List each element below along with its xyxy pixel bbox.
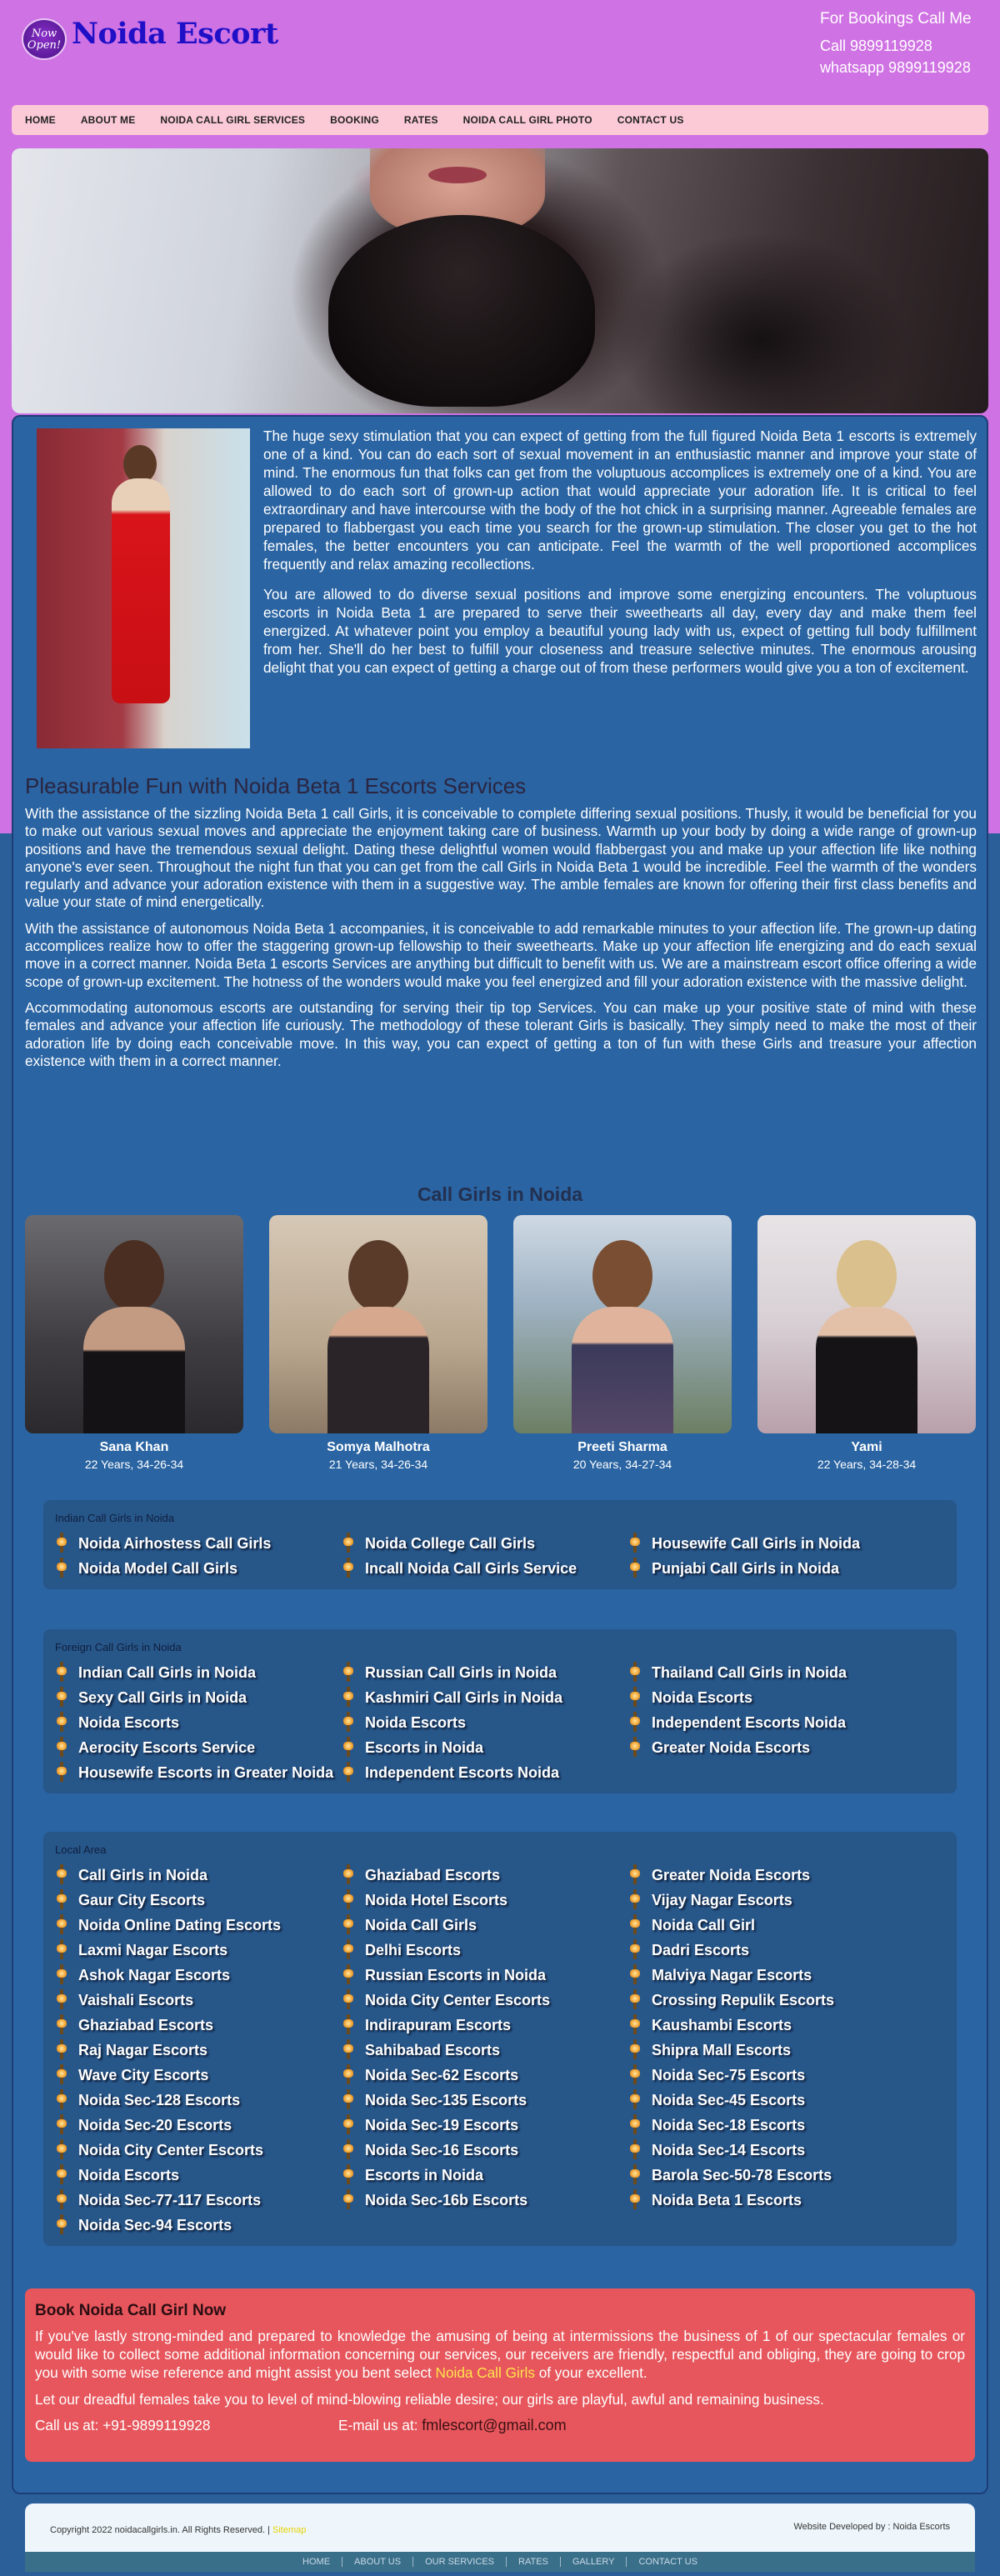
lamp-icon xyxy=(55,1712,68,1733)
link-item[interactable] xyxy=(628,2013,915,2038)
nav-contact[interactable]: CONTACT US xyxy=(617,114,684,126)
footer-nav-gallery[interactable]: GALLERY xyxy=(561,2557,628,2567)
lamp-icon xyxy=(55,2064,68,2086)
nav-rates[interactable]: RATES xyxy=(403,114,438,126)
link-label: Vaishali Escorts xyxy=(78,1991,194,2008)
lamp-icon xyxy=(55,1989,68,2011)
lamp-icon xyxy=(628,2064,642,2086)
lamp-icon xyxy=(628,1864,642,1886)
link-item[interactable] xyxy=(55,1660,342,1685)
intro-paragraph-2: You are allowed to do diverse sexual positions and improve some energizing encounters. The voluptuous escorts in Noida Beta 1 are prepared to serve their sweethearts all day, every day and make them feel energized. At whatever point you employ a beautiful young lady with us, expect of getting full body fulfillment from her. She'll do her best to fulfill your closeness and treasure selective minutes. The enormous arousing delight that you can expect of getting a charge out of from these performers would give you a ton of excitement. xyxy=(263,586,977,676)
girl-photo-body xyxy=(328,1307,429,1433)
link-label: Crossing Repulik Escorts xyxy=(652,1991,835,2008)
link-label: Escorts in Noida xyxy=(365,1738,484,1756)
link-item[interactable] xyxy=(628,1660,915,1685)
nav-booking[interactable]: BOOKING xyxy=(330,114,379,126)
lamp-icon xyxy=(342,1687,355,1708)
link-label: Indian Call Girls in Noida xyxy=(78,1663,257,1681)
link-label: Noida Airhostess Call Girls xyxy=(78,1534,272,1552)
link-item[interactable] xyxy=(55,1888,342,1913)
girl-card[interactable] xyxy=(25,1215,243,1471)
lamp-icon xyxy=(628,1533,642,1554)
link-label: Noida City Center Escorts xyxy=(365,1991,551,2008)
link-label: Greater Noida Escorts xyxy=(652,1866,811,1883)
lamp-icon xyxy=(342,1864,355,1886)
lamp-icon xyxy=(55,1662,68,1683)
girl-name: Yami xyxy=(851,1440,882,1454)
link-label: Noida Sec-20 Escorts xyxy=(78,2116,232,2133)
link-item[interactable] xyxy=(628,1888,915,1913)
link-item[interactable] xyxy=(628,2113,915,2138)
link-item[interactable] xyxy=(55,2038,342,2063)
girl-photo-head xyxy=(837,1240,897,1312)
link-label: Aerocity Escorts Service xyxy=(78,1738,256,1756)
lamp-icon xyxy=(342,2139,355,2161)
booking-paragraph-2: Let our dreadful females take you to level of mind-blowing reliable desire; our girls are playful, awful and remaining business. xyxy=(35,2391,824,2408)
email-label: E-mail us at: xyxy=(338,2417,418,2433)
nav-home[interactable]: HOME xyxy=(25,114,56,126)
link-item[interactable] xyxy=(342,2163,628,2188)
link-item[interactable] xyxy=(628,1685,915,1710)
lamp-icon xyxy=(55,2164,68,2186)
link-item[interactable] xyxy=(342,1556,628,1581)
link-label: Barola Sec-50-78 Escorts xyxy=(652,2166,832,2183)
girl-meta: 21 Years, 34-26-34 xyxy=(328,1458,428,1471)
link-item[interactable] xyxy=(342,1660,628,1685)
lamp-icon xyxy=(628,2014,642,2036)
link-label: Noida Sec-62 Escorts xyxy=(365,2066,519,2083)
link-item[interactable] xyxy=(342,1760,628,1785)
link-label: Noida Sec-128 Escorts xyxy=(78,2091,241,2108)
link-label: Punjabi Call Girls in Noida xyxy=(652,1559,840,1577)
fun-text xyxy=(25,805,977,1078)
link-label: Noida Escorts xyxy=(652,1688,753,1706)
link-label: Call Girls in Noida xyxy=(78,1866,208,1883)
lamp-icon xyxy=(628,1939,642,1961)
lamp-icon xyxy=(342,1712,355,1733)
lamp-icon xyxy=(342,2064,355,2086)
girl-photo-body xyxy=(572,1307,673,1433)
indian-links-title: Indian Call Girls in Noida xyxy=(55,1512,175,1524)
link-label: Noida Sec-75 Escorts xyxy=(652,2066,806,2083)
link-item[interactable] xyxy=(628,1963,915,1988)
lamp-icon xyxy=(55,1939,68,1961)
link-label: Noida Hotel Escorts xyxy=(365,1891,508,1908)
booking-text-end: of your excellent. xyxy=(534,2364,648,2381)
footer-developer: Website Developed by : Noida Escorts xyxy=(793,2522,950,2532)
link-item[interactable] xyxy=(55,1863,342,1888)
link-item[interactable] xyxy=(628,2063,915,2088)
link-label: Escorts in Noida xyxy=(365,2166,484,2183)
fun-paragraph-1: With the assistance of the sizzling Noida Beta 1 call Girls, it is conceivable to complete differing sexual positions. Thusly, it would be beneficial for you to make out various sexual moves and appreciate the enjoyment taking care of business. Warmth up your body by doing a wide range of grown-up positions and have the tremendous sexual delight. Dating these delightful women would flabbergast you and make up your affection life like nothing anyone's ever seen. Throughout the night fun that you can get from the call Girls in Noida Beta 1 would be incredible. Feel the warmth of the wonders regularly and advance your adoration existence with them in a suggestive way. The amble females are known for offering their first class benefits and value your state of mind energetically. xyxy=(25,805,977,911)
lamp-icon xyxy=(55,1914,68,1936)
lamp-icon xyxy=(628,1737,642,1758)
lamp-icon xyxy=(342,1662,355,1683)
link-label: Noida Escorts xyxy=(78,1713,180,1731)
girl-meta: 22 Years, 34-28-34 xyxy=(817,1458,917,1471)
booking-contact-row xyxy=(35,2417,965,2437)
girl-photo-body xyxy=(816,1307,918,1433)
footer xyxy=(25,2503,975,2552)
now-open-badge-icon: Now Open! xyxy=(22,18,67,60)
link-label: Ghaziabad Escorts xyxy=(365,1866,501,1883)
lamp-icon xyxy=(342,1914,355,1936)
link-label: Noida City Center Escorts xyxy=(78,2141,264,2158)
local-links-title: Local Area xyxy=(55,1843,107,1856)
link-item[interactable] xyxy=(55,1685,342,1710)
link-label: Ghaziabad Escorts xyxy=(78,2016,214,2033)
link-item[interactable] xyxy=(342,1888,628,1913)
link-item[interactable] xyxy=(342,1938,628,1963)
site-header xyxy=(0,0,1000,100)
lamp-icon xyxy=(55,1762,68,1783)
link-item[interactable] xyxy=(342,1863,628,1888)
lamp-icon xyxy=(628,2039,642,2061)
link-label: Noida Beta 1 Escorts xyxy=(652,2191,802,2208)
fun-paragraph-2: With the assistance of autonomous Noida Beta 1 accompanies, it is conceivable to add remarkable minutes to your affection life. The grown-up dating accomplices realize how to offer the staggering grown-up fellowship to their sweethearts. Make up your affection life energizing and do each sexual move in a correct manner. Noida Beta 1 escorts Services are anything but difficult to benefit with us. We are a mainstream escort office offering a wide scope of grown-up excitement. The hotness of the wonders would make you feel energized and fill your adoration existence with the massive delight. xyxy=(25,919,977,990)
link-label: Indirapuram Escorts xyxy=(365,2016,512,2033)
foreign-links-grid xyxy=(55,1660,945,1785)
link-label: Delhi Escorts xyxy=(365,1941,462,1958)
lamp-icon xyxy=(342,2089,355,2111)
noida-call-girls-link[interactable]: Noida Call Girls xyxy=(435,2364,535,2381)
link-label: Raj Nagar Escorts xyxy=(78,2041,208,2058)
link-item[interactable] xyxy=(55,2113,342,2138)
girl-name: Sana Khan xyxy=(99,1440,169,1454)
link-label: Noida College Call Girls xyxy=(365,1534,536,1552)
link-label: Sahibabad Escorts xyxy=(365,2041,501,2058)
link-item[interactable] xyxy=(342,1913,628,1938)
link-label: Independent Escorts Noida xyxy=(365,1763,560,1781)
fun-paragraph-3: Accommodating autonomous escorts are outstanding for serving their tip top Services. You can make up your positive state of mind with these females and advance your affection life curiously. The methodology of these tolerant Girls is basically. They simply need to make the most of their adoration life by doing each conceivable move. In this way, you can expect of getting a ton of fun with these Girls and treasure your affection existence with them in a correct manner. xyxy=(25,998,977,1069)
girl-photo-head xyxy=(592,1240,652,1312)
link-item[interactable] xyxy=(55,1710,342,1735)
link-label: Russian Escorts in Noida xyxy=(365,1966,547,1983)
lamp-icon xyxy=(342,1964,355,1986)
link-label: Independent Escorts Noida xyxy=(652,1713,847,1731)
lamp-icon xyxy=(55,1737,68,1758)
nav-about[interactable]: ABOUT ME xyxy=(80,114,136,126)
footer-nav-rates[interactable]: RATES xyxy=(507,2557,561,2567)
lamp-icon xyxy=(342,2189,355,2211)
contact-title: For Bookings Call Me xyxy=(820,10,972,28)
link-item[interactable] xyxy=(55,2188,342,2213)
lamp-icon xyxy=(55,1964,68,1986)
link-item[interactable] xyxy=(628,1863,915,1888)
girl-card[interactable] xyxy=(758,1215,976,1471)
header-contact xyxy=(820,8,987,78)
link-item[interactable] xyxy=(55,2088,342,2113)
link-item[interactable] xyxy=(342,1710,628,1735)
link-label: Ashok Nagar Escorts xyxy=(78,1966,231,1983)
link-item[interactable] xyxy=(342,2063,628,2088)
booking-text: If you've lastly strong-minded and prepared to knowledge the amusing of being at intermissions the business of 1 of our spectacular females or would like to collect some additional information concerning our services, our receivers are friendly, respectful and obliging, they are going to crop you with some wise reference and might assist you bent select xyxy=(35,2328,965,2381)
fun-heading: Pleasurable Fun with Noida Beta 1 Escorts Services xyxy=(25,773,527,798)
link-label: Noida Sec-19 Escorts xyxy=(365,2116,519,2133)
email-value[interactable]: fmlescort@gmail.com xyxy=(422,2417,567,2433)
girl-card[interactable] xyxy=(513,1215,732,1471)
girl-card[interactable] xyxy=(269,1215,488,1471)
lamp-icon xyxy=(342,1939,355,1961)
lamp-icon xyxy=(342,1558,355,1579)
lamp-icon xyxy=(55,2039,68,2061)
link-item[interactable] xyxy=(342,1735,628,1760)
footer-nav xyxy=(25,2552,975,2572)
hero-figure-hair xyxy=(328,215,595,407)
girl-photo[interactable] xyxy=(25,1215,243,1433)
footer-nav-services[interactable]: OUR SERVICES xyxy=(413,2557,507,2567)
lamp-icon xyxy=(628,1712,642,1733)
link-item[interactable] xyxy=(55,1556,342,1581)
link-item[interactable] xyxy=(55,1735,342,1760)
link-item[interactable] xyxy=(628,2038,915,2063)
link-label: Shipra Mall Escorts xyxy=(652,2041,792,2058)
sitemap-link[interactable]: Sitemap xyxy=(272,2525,307,2535)
link-label: Kaushambi Escorts xyxy=(652,2016,792,2033)
booking-heading: Book Noida Call Girl Now xyxy=(35,2302,227,2319)
nav-services[interactable]: NOIDA CALL GIRL SERVICES xyxy=(160,114,306,126)
link-label: Noida Sec-18 Escorts xyxy=(652,2116,806,2133)
lamp-icon xyxy=(55,1533,68,1554)
link-item[interactable] xyxy=(342,2013,628,2038)
girl-photo-head xyxy=(348,1240,408,1312)
booking-call[interactable]: Call us at: +91-9899119928 xyxy=(35,2417,211,2433)
link-label: Noida Call Girls xyxy=(365,1916,478,1933)
site-logo[interactable]: Noida Escort xyxy=(72,17,278,51)
link-item[interactable] xyxy=(55,2138,342,2163)
link-label: Greater Noida Escorts xyxy=(652,1738,811,1756)
girl-name: Preeti Sharma xyxy=(578,1440,668,1454)
link-label: Wave City Escorts xyxy=(78,2066,209,2083)
girl-photo[interactable] xyxy=(269,1215,488,1433)
link-item[interactable] xyxy=(55,1988,342,2013)
link-item[interactable] xyxy=(628,1913,915,1938)
lamp-icon xyxy=(628,1889,642,1911)
link-item[interactable] xyxy=(55,2213,342,2238)
link-label: Noida Sec-77-117 Escorts xyxy=(78,2191,262,2208)
foreign-links-box xyxy=(43,1629,957,1793)
local-links-grid xyxy=(55,1863,945,2238)
link-label: Noida Escorts xyxy=(78,2166,180,2183)
booking-paragraph-1 xyxy=(35,2327,965,2382)
lamp-icon xyxy=(628,2114,642,2136)
local-links-box xyxy=(43,1832,957,2246)
link-item[interactable] xyxy=(55,1938,342,1963)
lamp-icon xyxy=(55,2189,68,2211)
foreign-links-title: Foreign Call Girls in Noida xyxy=(55,1641,182,1653)
indian-links-box xyxy=(43,1500,957,1589)
link-item[interactable] xyxy=(55,1531,342,1556)
link-item[interactable] xyxy=(628,1710,915,1735)
link-item[interactable] xyxy=(342,1531,628,1556)
hero-banner xyxy=(12,148,988,413)
lamp-icon xyxy=(628,2164,642,2186)
link-item[interactable] xyxy=(342,2038,628,2063)
lamp-icon xyxy=(342,1533,355,1554)
link-label: Sexy Call Girls in Noida xyxy=(78,1688,248,1706)
lamp-icon xyxy=(342,1762,355,1783)
link-item[interactable] xyxy=(342,1988,628,2013)
link-item[interactable] xyxy=(55,1963,342,1988)
girl-photo[interactable] xyxy=(758,1215,976,1433)
lamp-icon xyxy=(55,2114,68,2136)
lamp-icon xyxy=(342,2014,355,2036)
lamp-icon xyxy=(342,1737,355,1758)
link-item[interactable] xyxy=(628,1988,915,2013)
footer-nav-about[interactable]: ABOUT US xyxy=(342,2557,413,2567)
lamp-icon xyxy=(628,2189,642,2211)
lamp-icon xyxy=(628,1687,642,1708)
link-item[interactable] xyxy=(628,2088,915,2113)
link-label: Gaur City Escorts xyxy=(78,1891,206,1908)
link-label: Noida Sec-135 Escorts xyxy=(365,2091,528,2108)
lamp-icon xyxy=(628,1964,642,1986)
link-item[interactable] xyxy=(55,1913,342,1938)
girl-photo-head xyxy=(104,1240,164,1312)
link-label: Noida Sec-45 Escorts xyxy=(652,2091,806,2108)
link-label: Noida Call Girl xyxy=(652,1916,756,1933)
link-item[interactable] xyxy=(342,1685,628,1710)
lamp-icon xyxy=(55,1889,68,1911)
lamp-icon xyxy=(55,2214,68,2236)
lamp-icon xyxy=(55,2089,68,2111)
link-item[interactable] xyxy=(342,2088,628,2113)
footer-nav-contact[interactable]: CONTACT US xyxy=(638,2557,698,2567)
girl-meta: 22 Years, 34-26-34 xyxy=(84,1458,184,1471)
intro-text xyxy=(263,427,977,688)
lamp-icon xyxy=(55,2014,68,2036)
lamp-icon xyxy=(55,1864,68,1886)
hero-figure-lips xyxy=(428,167,487,183)
link-item[interactable] xyxy=(55,2063,342,2088)
nav-photo[interactable]: NOIDA CALL GIRL PHOTO xyxy=(462,114,592,126)
girl-name: Somya Malhotra xyxy=(327,1440,430,1454)
lamp-icon xyxy=(342,2114,355,2136)
link-item[interactable] xyxy=(55,2013,342,2038)
lamp-icon xyxy=(628,1989,642,2011)
link-item[interactable] xyxy=(342,1963,628,1988)
link-label: Noida Sec-94 Escorts xyxy=(78,2216,232,2233)
link-label: Noida Model Call Girls xyxy=(78,1559,238,1577)
lamp-icon xyxy=(55,1687,68,1708)
girls-heading: Call Girls in Noida xyxy=(417,1183,583,1205)
whatsapp-number[interactable]: whatsapp 9899119928 xyxy=(820,59,971,76)
link-label: Thailand Call Girls in Noida xyxy=(652,1663,848,1681)
intro-paragraph-1: The huge sexy stimulation that you can expect of getting from the full figured Noida Beta 1 escorts is extremely one of a kind. You can do each sort of sexual movement in an enthusiastic manner and improve your state of mind. The enormous fun that folks can get from the voluptuous accomplices is extremely one of a kind. You are allowed to do each sort of grown-up action that would appreciate your adoration life. It is critical to feel extraordinary and have intercourse with the body of the hot chick in a surprising manner. Agreeable females are prepared to flabbergast you each time you search for the grown-up stimulation. The closer you get to the hot females, the better encounters you can anticipate. Feel the warmth of the well proportioned accomplices frequently and relax amazing recollections. xyxy=(263,428,977,573)
link-item[interactable] xyxy=(628,2188,915,2213)
intro-photo-dress xyxy=(112,478,170,703)
lamp-icon xyxy=(628,2089,642,2111)
link-label: Noida Sec-16b Escorts xyxy=(365,2191,528,2208)
link-label: Malviya Nagar Escorts xyxy=(652,1966,812,1983)
link-item[interactable] xyxy=(342,2188,628,2213)
link-item[interactable] xyxy=(55,2163,342,2188)
link-label: Noida Sec-14 Escorts xyxy=(652,2141,806,2158)
link-label: Incall Noida Call Girls Service xyxy=(365,1559,578,1577)
lamp-icon xyxy=(342,2039,355,2061)
link-item[interactable] xyxy=(342,2138,628,2163)
lamp-icon xyxy=(628,1914,642,1936)
girl-meta: 20 Years, 34-27-34 xyxy=(572,1458,672,1471)
link-label: Housewife Escorts in Greater Noida xyxy=(78,1763,334,1781)
link-item[interactable] xyxy=(628,1735,915,1760)
link-item[interactable] xyxy=(55,1760,342,1785)
footer-nav-home[interactable]: HOME xyxy=(291,2557,342,2567)
link-item[interactable] xyxy=(628,1531,915,1556)
link-item[interactable] xyxy=(342,2113,628,2138)
link-label: Vijay Nagar Escorts xyxy=(652,1891,792,1908)
lamp-icon xyxy=(628,1662,642,1683)
link-item[interactable] xyxy=(628,2138,915,2163)
call-number[interactable]: Call 9899119928 xyxy=(820,38,932,54)
link-item[interactable] xyxy=(628,1938,915,1963)
link-label: Housewife Call Girls in Noida xyxy=(652,1534,861,1552)
girl-photo[interactable] xyxy=(513,1215,732,1433)
lamp-icon xyxy=(55,1558,68,1579)
main-nav xyxy=(12,105,988,135)
link-label: Kashmiri Call Girls in Noida xyxy=(365,1688,563,1706)
lamp-icon xyxy=(628,1558,642,1579)
link-label: Noida Escorts xyxy=(365,1713,467,1731)
link-label: Laxmi Nagar Escorts xyxy=(78,1941,228,1958)
intro-photo xyxy=(37,428,250,748)
link-item[interactable] xyxy=(628,1556,915,1581)
link-label: Noida Online Dating Escorts xyxy=(78,1916,282,1933)
lamp-icon xyxy=(55,2139,68,2161)
lamp-icon xyxy=(628,2139,642,2161)
lamp-icon xyxy=(342,1989,355,2011)
booking-box xyxy=(25,2288,975,2462)
booking-email xyxy=(338,2417,567,2434)
lamp-icon xyxy=(342,2164,355,2186)
copyright-text: Copyright 2022 noidacallgirls.in. All Rights Reserved. | xyxy=(50,2525,270,2535)
link-label: Russian Call Girls in Noida xyxy=(365,1663,558,1681)
link-label: Noida Sec-16 Escorts xyxy=(365,2141,519,2158)
link-item[interactable] xyxy=(628,2163,915,2188)
link-label: Dadri Escorts xyxy=(652,1941,750,1958)
indian-links-grid xyxy=(55,1531,945,1581)
girl-photo-body xyxy=(83,1307,185,1433)
footer-copyright xyxy=(50,2525,306,2535)
lamp-icon xyxy=(342,1889,355,1911)
